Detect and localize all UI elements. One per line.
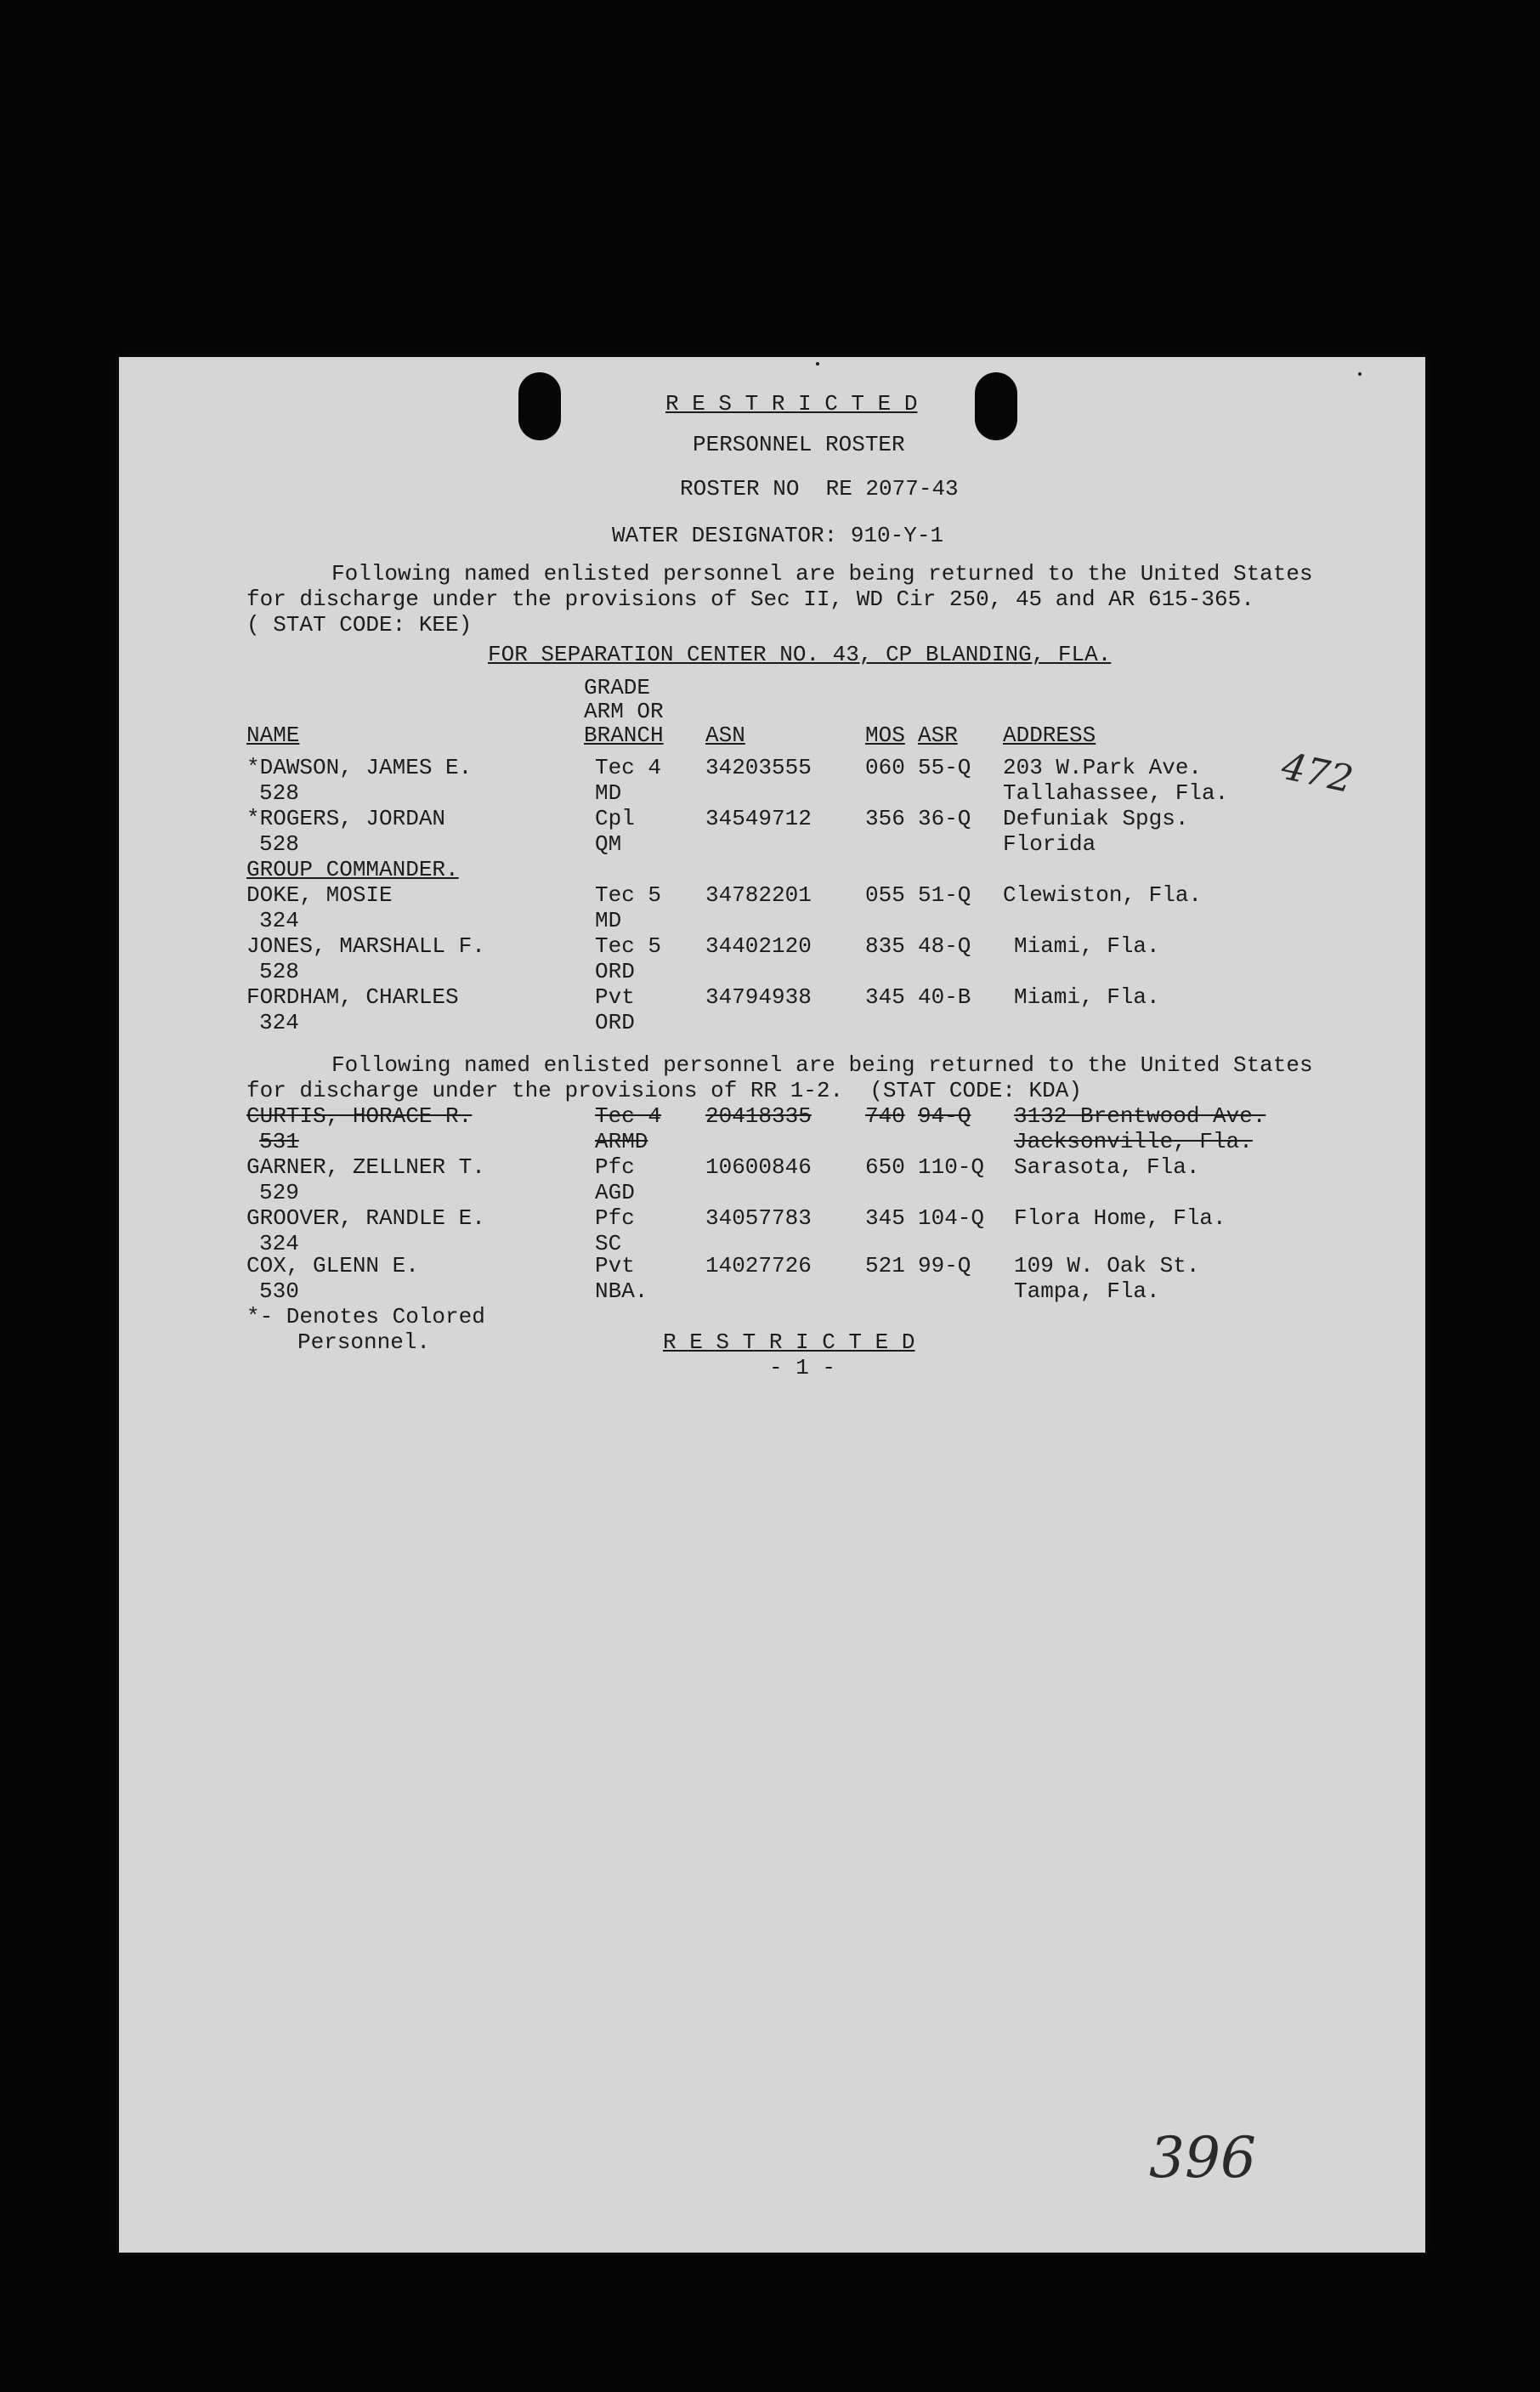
roster-number: ROSTER NO RE 2077-43 [680,476,959,502]
column-header-branch: BRANCH [584,723,664,748]
roster-asr: 36-Q [918,806,971,831]
roster-name: COX, GLENN E. [246,1253,419,1278]
roster-code-struck: 531 [259,1129,299,1154]
roster-address-2: Tallahassee, Fla. [1003,780,1229,806]
roster-mos: 060 [865,755,905,780]
column-header-name: NAME [246,723,300,748]
speck [816,362,819,366]
roster-asr: 104-Q [918,1205,985,1231]
roster-branch-struck: ARMD [595,1129,648,1154]
punch-hole-left [518,372,561,440]
roster-asr: 110-Q [918,1154,985,1180]
roster-asr-struck: 94-Q [918,1103,971,1129]
roster-branch: ORD [595,1010,635,1035]
roster-code: 528 [259,780,299,806]
intro-line-2: for discharge under the provisions of Sec II, WD Cir 250, 45 and AR 615-365. [246,587,1254,612]
roster-asn: 34782201 [705,882,812,908]
roster-asn: 34794938 [705,984,812,1010]
roster-asn-struck: 20418335 [705,1103,812,1129]
roster-address-2-struck: Jacksonville, Fla. [1014,1129,1253,1154]
column-header-arm: ARM OR [584,699,664,724]
roster-address: Flora Home, Fla. [1014,1205,1226,1231]
footnote-line-2: Personnel. [297,1329,431,1355]
speck [1358,372,1362,376]
roster-branch: SC [595,1231,622,1256]
roster-mos: 650 [865,1154,905,1180]
stat-code: ( STAT CODE: KEE) [246,612,473,638]
intro2-line-2: for discharge under the provisions of RR 1-2. (STAT CODE: KDA) [246,1078,1082,1103]
roster-asr: 48-Q [918,933,971,959]
intro-line-1: Following named enlisted personnel are being returned to the United States [331,561,1313,587]
roster-address: 109 W. Oak St. [1014,1253,1200,1278]
column-header-grade: GRADE [584,675,651,700]
roster-branch: MD [595,908,622,933]
roster-address: Clewiston, Fla. [1003,882,1203,908]
column-header-address: ADDRESS [1003,723,1096,748]
roster-asr: 40-B [918,984,971,1010]
punch-hole-right [975,372,1017,440]
roster-mos-struck: 740 [865,1103,905,1129]
roster-address: Miami, Fla. [1014,984,1160,1010]
group-commander-label: GROUP COMMANDER. [246,857,459,882]
roster-grade: Tec 5 [595,933,662,959]
roster-branch: NBA. [595,1278,648,1304]
roster-address-2: Tampa, Fla. [1014,1278,1160,1304]
roster-grade: Tec 4 [595,755,662,780]
roster-mos: 055 [865,882,905,908]
footnote-line-1: *- Denotes Colored [246,1304,485,1329]
roster-name-struck: CURTIS, HORACE R. [246,1103,473,1129]
roster-grade: Pfc [595,1205,635,1231]
roster-address-struck: 3132 Brentwood Ave. [1014,1103,1266,1129]
roster-name: GARNER, ZELLNER T. [246,1154,485,1180]
roster-code: 324 [259,1231,299,1256]
roster-code: 324 [259,908,299,933]
roster-asr: 55-Q [918,755,971,780]
handwritten-number-bottom: 396 [1149,2125,1256,2191]
roster-code: 528 [259,959,299,984]
roster-branch: AGD [595,1180,635,1205]
roster-title: PERSONNEL ROSTER [693,432,905,457]
column-header-asn: ASN [705,723,745,748]
roster-name: DOKE, MOSIE [246,882,393,908]
roster-name: GROOVER, RANDLE E. [246,1205,485,1231]
roster-code: 529 [259,1180,299,1205]
restricted-header: R E S T R I C T E D [665,391,918,417]
roster-grade: Pvt [595,1253,635,1278]
roster-grade: Cpl [595,806,635,831]
roster-name: JONES, MARSHALL F. [246,933,485,959]
restricted-footer: R E S T R I C T E D [663,1329,915,1355]
roster-asn: 10600846 [705,1154,812,1180]
column-header-asr: ASR [918,723,958,748]
roster-asr: 51-Q [918,882,971,908]
roster-branch: QM [595,831,622,857]
roster-grade: Pfc [595,1154,635,1180]
handwritten-number-top: 472 [1277,744,1357,802]
roster-mos: 356 [865,806,905,831]
roster-asn: 34203555 [705,755,812,780]
roster-branch: MD [595,780,622,806]
roster-asn: 34402120 [705,933,812,959]
roster-name: *DAWSON, JAMES E. [246,755,473,780]
roster-address: Sarasota, Fla. [1014,1154,1200,1180]
roster-name: FORDHAM, CHARLES [246,984,459,1010]
separation-center: FOR SEPARATION CENTER NO. 43, CP BLANDING, FLA. [488,642,1112,667]
roster-address: Miami, Fla. [1014,933,1160,959]
roster-asn: 34549712 [705,806,812,831]
roster-address-2: Florida [1003,831,1096,857]
roster-address: 203 W.Park Ave. [1003,755,1203,780]
roster-name: *ROGERS, JORDAN [246,806,446,831]
roster-address: Defuniak Spgs. [1003,806,1189,831]
roster-grade: Pvt [595,984,635,1010]
roster-code: 530 [259,1278,299,1304]
roster-asr: 99-Q [918,1253,971,1278]
roster-mos: 345 [865,1205,905,1231]
document-page [119,357,1425,2253]
column-header-mos: MOS [865,723,905,748]
roster-mos: 835 [865,933,905,959]
roster-grade: Tec 5 [595,882,662,908]
intro2-line-1: Following named enlisted personnel are being returned to the United States [331,1052,1313,1078]
water-designator: WATER DESIGNATOR: 910-Y-1 [612,523,944,548]
roster-grade-struck: Tec 4 [595,1103,662,1129]
page-number: - 1 - [769,1355,836,1380]
roster-branch: ORD [595,959,635,984]
roster-asn: 14027726 [705,1253,812,1278]
roster-code: 528 [259,831,299,857]
roster-asn: 34057783 [705,1205,812,1231]
roster-code: 324 [259,1010,299,1035]
roster-mos: 345 [865,984,905,1010]
roster-mos: 521 [865,1253,905,1278]
